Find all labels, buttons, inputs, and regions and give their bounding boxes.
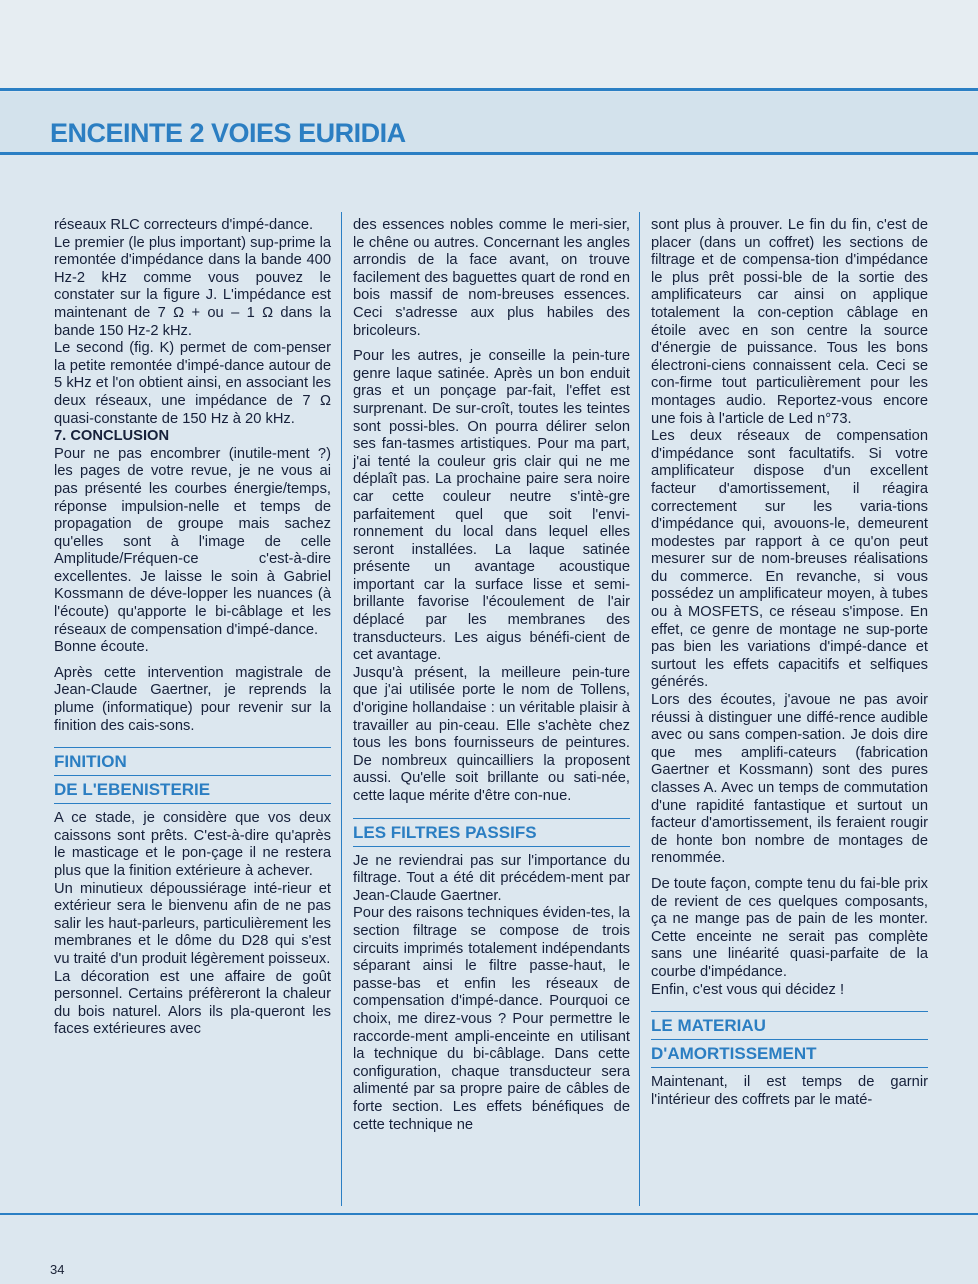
paragraph: des essences nobles comme le meri-sier, le chêne ou autres. Concernant les angles arrondis de la face avant, on trouve facilement des baguettes quart de rond en bois massif de nom-breuses essences. Ceci s'adresse aux plus habiles des bricoleurs. — [353, 217, 630, 339]
paragraph: réseaux RLC correcteurs d'impé-dance. — [54, 217, 314, 233]
header-rule — [0, 88, 978, 91]
section-heading-line: D'AMORTISSEMENT — [651, 1039, 928, 1068]
paragraph: Lors des écoutes, j'avoue ne pas avoir réussi à distinguer une diffé-rence audible avec ou sans compen-sation. Je dois dire que mes amplifi-cateurs (fabrication Gaertner et Kossmann) sont des pures classes A. Avec un temps de commutation d'une rapidité fantastique et surtout un facteur d'amortissement, ils feraient rougir de honte bon nombre de montages de renommée. — [651, 692, 928, 867]
paragraph: De toute façon, compte tenu du fai-ble prix de revient de ces quelques composants, ça ne mange pas de pain de les monter. Cette enceinte ne serait pas complète sans une linéarité quasi-parfaite de la courbe d'impédance. — [651, 875, 928, 980]
section-heading — [54, 747, 331, 804]
paragraph: Après cette intervention magistrale de Jean-Claude Gaertner, je reprends la plume (informatique) pour revenir sur la finition des cais-sons. — [54, 664, 331, 734]
text-column-1 — [54, 217, 331, 1039]
paragraph: Pour des raisons techniques éviden-tes, la section filtrage se compose de trois circuits imprimés totalement indépendants séparant ainsi le filtre passe-haut, le passe-bas et enfin les réseaux de compensation d'impé-dance. Pourquoi ce choix, me direz-vous ? Pour permettre le raccorde-ment ampli-enceinte en utilisant la technique du bi-câblage. Dans cette configuration, chaque transducteur sera alimenté par sa propre paire de câbles de forte section. Les effets bénéfiques de cette technique ne — [353, 905, 630, 1133]
paragraph: Le premier (le plus important) sup-prime la remontée d'impédance dans la bande 400 Hz-2 kHz comme vous pouvez le constater sur la figure J. L'impédance est maintenant de 7 Ω + ou – 1 Ω dans la bande 150 Hz-2 kHz. — [54, 234, 331, 339]
section-heading — [353, 818, 630, 847]
paragraph: sont plus à prouver. Le fin du fin, c'est de placer (dans un coffret) les sections de filtrage et de compensa-tion d'impédance le plus prêt possi-ble de la sortie des amplificateurs car ainsi on applique totalement la con-ception câblage en étoile avec en son centre la source d'énergie de puissance. Tous les bons électroni-ciens connaissent cela. Ceci se con-firme tout particulièrement pour les montages audio. Reportez-vous encore une fois à l'article de Led n°73. — [651, 217, 928, 427]
paragraph: Je ne reviendrai pas sur l'importance du filtrage. Tout a été dit précédem-ment par Jean-Claude Gaertner. — [353, 852, 630, 904]
top-margin — [0, 0, 978, 90]
paragraph: Jusqu'à présent, la meilleure pein-ture que j'ai utilisée porte le nom de Tollens, d'origine hollandaise : un véritable plaisir à travailler au pin-ceau. Elle s'achète chez tous les bons fournisseurs de peintures. De nombreux quincailliers la proposent aussi. Qu'elle soit brillante ou sati-née, cette laque mérite d'être con-nue. — [353, 664, 630, 804]
paragraph: Pour ne pas encombrer (inutile-ment ?) les pages de votre revue, je ne vous ai pas présenté les courbes énergie/temps, réponse impulsion-nelle et temps de propagation de groupe mais sachez qu'elles sont à l'image de celle Amplitude/Fréquen-ce c'est-à-dire excellentes. Je laisse le soin à Gabriel Kossmann de déve-lopper les nuances (à l'écoute) qu'apporte le bi-câblage et les réseaux de compensation d'impé-dance. — [54, 445, 331, 638]
paragraph: Pour les autres, je conseille la pein-ture genre laque satinée. Après un bon enduit gras et un ponçage par-fait, l'effet est surprenant. De sur-croît, toutes les teintes sont possi-bles. On pourra délirer selon ses fan-tasmes artistiques. Pour ma part, j'ai tenté la couleur gris clair qui ne me déplaît pas. La prochaine paire sera noire car cette couleur neutre s'intè-gre parfaitement quel que soit l'envi-ronnement du local dans lequel elles seront installées. La laque satinée présente un avantage acoustique important car la surface lisse et semi-brillante favorise l'écoulement de l'air déplacé par les membranes des transducteurs. Les aigus bénéfi-cient de cet avantage. — [353, 348, 630, 664]
section-heading-line: FINITION — [54, 747, 331, 775]
page-number: 34 — [50, 1262, 65, 1277]
page-title: ENCEINTE 2 VOIES EURIDIA — [50, 118, 406, 148]
footer-rule — [0, 1213, 978, 1215]
paragraph: Bonne écoute. — [54, 639, 149, 656]
paragraph: Maintenant, il est temps de garnir l'intérieur des coffrets par le maté- — [651, 1074, 928, 1108]
text-column-2 — [353, 217, 630, 1134]
paragraph: Le second (fig. K) permet de com-penser la petite remontée d'impé-dance autour de 5 kHz et l'on obtient ainsi, en associant les deux réseaux, une impédance de 7 Ω quasi-constante de 150 Hz à 20 kHz. — [54, 340, 331, 427]
paragraph: Enfin, c'est vous qui décidez ! — [651, 981, 845, 998]
subsection-title: 7. CONCLUSION — [54, 428, 170, 445]
paragraph: La décoration est une affaire de goût personnel. Certains préfèreront la chaleur du bois naturel. Alors ils pla-queront les faces extérieures avec — [54, 968, 331, 1038]
section-heading-line: LES FILTRES PASSIFS — [353, 818, 630, 847]
paragraph: Les deux réseaux de compensation d'impédance sont facultatifs. Si votre amplificateur dispose d'un excellent facteur d'amortissement, il réagira correctement sur les varia-tions d'impédance qui, avouons-le, demeurent modestes par rapport à ce qu'on peut mesurer sur de nom-breuses réalisations du commerce. En revanche, si vous possédez un amplificateur moyen, à tubes ou à MOSFETS, ce réseau s'impose. En effet, ce genre de montage ne sup-porte pas bien les variations d'impé-dance et surtout les effets capacitifs et selfiques générés. — [651, 428, 928, 691]
section-heading-line: LE MATERIAU — [651, 1011, 928, 1039]
text-column-3 — [651, 217, 928, 1109]
column-divider — [341, 212, 342, 1206]
title-rule — [0, 152, 978, 155]
column-divider — [639, 212, 640, 1206]
section-heading-line: DE L'EBENISTERIE — [54, 775, 331, 804]
paragraph: A ce stade, je considère que vos deux caissons sont prêts. C'est-à-dire qu'après le masticage et le pon-çage il ne restera plus que la finition extérieure à achever. — [54, 810, 331, 879]
paragraph: Un minutieux dépoussiérage inté-rieur et extérieur sera le bienvenu afin de ne pas salir les haut-parleurs, particulièrement les membranes et le dôme du D28 qui s'est vu traité d'un produit légèrement poisseux. — [54, 880, 331, 967]
section-heading — [651, 1011, 928, 1068]
